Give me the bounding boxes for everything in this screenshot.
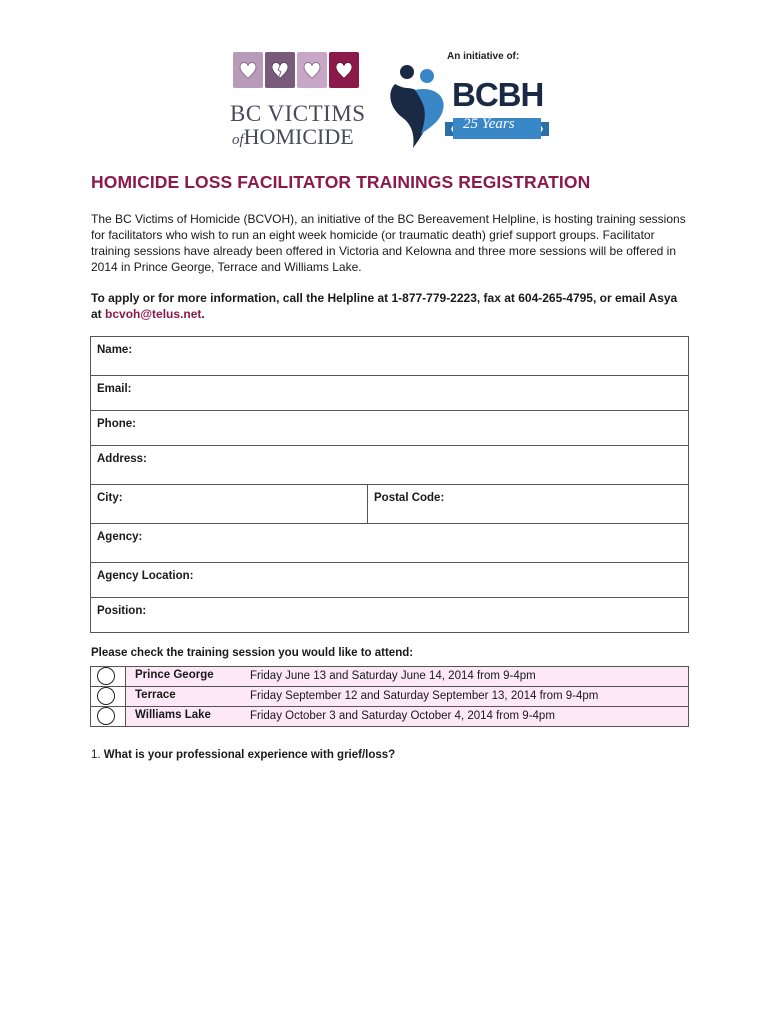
- heart-tile-icon: [297, 52, 327, 88]
- position-row[interactable]: [91, 598, 688, 632]
- sessions-table: [90, 666, 689, 727]
- session-body: [126, 707, 688, 726]
- agency-row[interactable]: [91, 524, 688, 563]
- sessions-heading: Please check the training session you would like to attend:: [91, 647, 414, 659]
- registration-form: [90, 336, 689, 633]
- initiative-of-label: An initiative of:: [447, 51, 520, 62]
- address-label: Address:: [97, 453, 147, 465]
- bcbh-figures-icon: [385, 62, 451, 152]
- bcbh-ribbon-text: 25 Years: [463, 116, 515, 132]
- phone-row[interactable]: [91, 411, 688, 446]
- session-row: [91, 707, 688, 726]
- session-radio[interactable]: [97, 667, 115, 685]
- session-body: [126, 667, 688, 686]
- agency-location-row[interactable]: [91, 563, 688, 598]
- intro-paragraph: The BC Victims of Homicide (BCVOH), an initiative of the BC Bereavement Helpline, is hosting training sessions for facilitators who wish to run an eight week homicide (or traumatic death) grief support groups. Facilitator training sessions have already been offered in Victoria and Kelowna and three more sessions will be offered in 2014 in Prince George, Terrace and Williams Lake.: [91, 212, 686, 274]
- name-label: Name:: [97, 344, 133, 356]
- bcvoh-heart-tiles: [233, 52, 359, 88]
- question-1: [91, 749, 395, 761]
- question-text: What is your professional experience with grief/loss?: [103, 749, 396, 761]
- heart-tile-icon: [265, 52, 295, 88]
- agency-location-label: Agency Location:: [97, 570, 194, 582]
- session-dates: Friday October 3 and Saturday October 4, 2014 from 9-4pm: [250, 710, 555, 722]
- address-row[interactable]: [91, 446, 688, 485]
- position-label: Position:: [97, 605, 147, 617]
- bcvoh-logo-of: of: [232, 132, 244, 148]
- session-city: Prince George: [135, 669, 214, 681]
- city-label: City:: [97, 492, 123, 504]
- postal-code-label: Postal Code:: [374, 492, 445, 504]
- session-dates: Friday June 13 and Saturday June 14, 2014 from 9-4pm: [250, 670, 536, 682]
- heart-tile-icon: [329, 52, 359, 88]
- contact-email-link[interactable]: bcvoh@telus.net: [105, 307, 202, 321]
- agency-label: Agency:: [97, 531, 143, 543]
- session-dates: Friday September 12 and Saturday September 13, 2014 from 9-4pm: [250, 690, 599, 702]
- radio-cell: [91, 687, 126, 706]
- page-title: HOMICIDE LOSS FACILITATOR TRAININGS REGISTRATION: [91, 172, 591, 192]
- session-row: [91, 667, 688, 687]
- session-city: Williams Lake: [135, 709, 211, 721]
- apply-text: To apply or for more information, call the Helpline at 1-877-779-2223, fax at 604-265-4795, or email Asya at: [91, 291, 678, 321]
- city-postal-row[interactable]: [91, 485, 688, 524]
- bcbh-logo: [385, 62, 555, 154]
- email-label: Email:: [97, 383, 132, 395]
- bcvoh-logo: [230, 52, 370, 148]
- bcbh-wordmark: BCBH: [452, 76, 544, 113]
- phone-label: Phone:: [97, 418, 136, 430]
- apply-paragraph: [91, 290, 691, 322]
- name-row[interactable]: [91, 337, 688, 376]
- bcvoh-logo-homicide: HOMICIDE: [243, 124, 354, 149]
- email-row[interactable]: [91, 376, 688, 411]
- radio-cell: [91, 667, 126, 686]
- bcvoh-logo-line1: BC VICTIMS: [230, 101, 366, 126]
- radio-cell: [91, 707, 126, 726]
- session-body: [126, 687, 688, 706]
- session-radio[interactable]: [97, 707, 115, 725]
- session-row: [91, 687, 688, 707]
- heart-tile-icon: [233, 52, 263, 88]
- session-radio[interactable]: [97, 687, 115, 705]
- question-number: 1.: [91, 749, 101, 761]
- column-divider: [367, 485, 368, 523]
- session-city: Terrace: [135, 689, 176, 701]
- bcvoh-logo-line2: [232, 124, 354, 150]
- apply-end: .: [201, 307, 205, 321]
